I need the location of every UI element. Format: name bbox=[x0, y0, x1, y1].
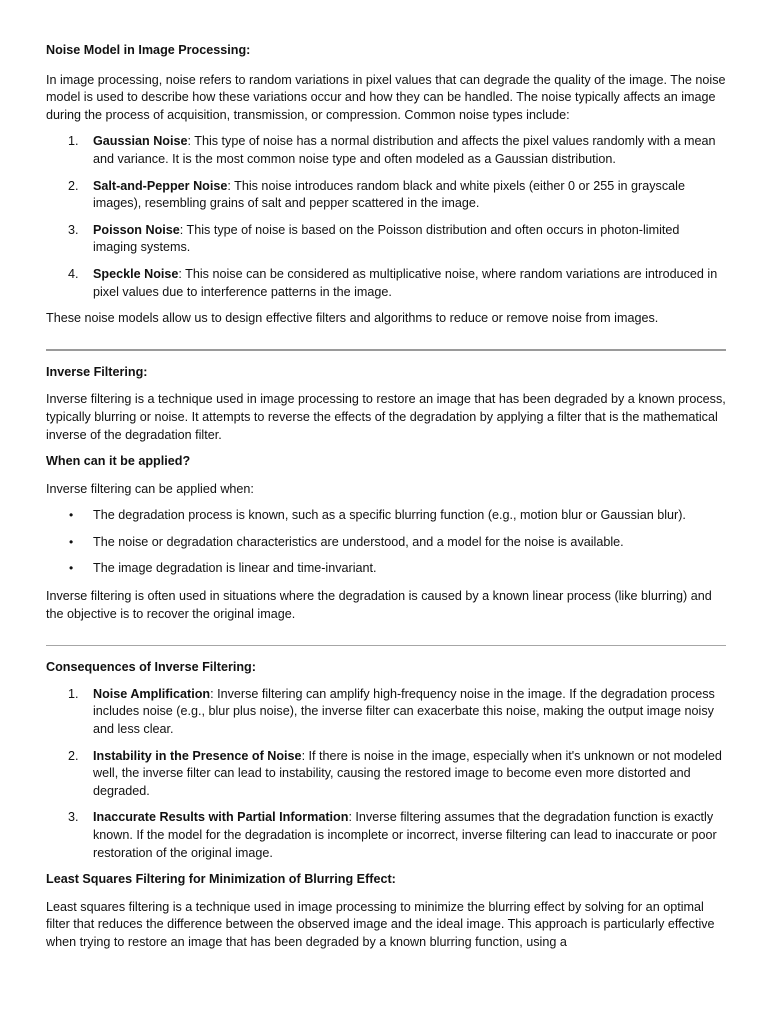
inverse-filtering-intro: Inverse filtering is a technique used in image processing to restore an image that has been degraded by a known process, typically blurring or noise. It attempts to reverse the effects of the degradation by applying a filter that is the mathematical inverse of the degradation filter. bbox=[46, 392, 726, 442]
consequences-section bbox=[46, 659, 726, 862]
list-item-text: : If there is noise in the image, especially when it's unknown or not modeled well, the inverse filter can lead to instability, causing the restored image to become even more distorted and degraded. bbox=[93, 748, 722, 798]
list-number: 2. bbox=[68, 748, 79, 763]
list-item-text: The noise or degradation characteristics are understood, and a model for the noise is available. bbox=[93, 534, 624, 549]
bullet-icon: • bbox=[69, 561, 74, 576]
list-item-term: Speckle Noise bbox=[93, 266, 179, 281]
noise-model-intro: In image processing, noise refers to random variations in pixel values that can degrade the quality of the image. The noise model is used to describe how these variations occur and how they can be handled. The noise typically affects an image during the process of acquisition, transmission, or compression. Common noise types include: bbox=[46, 72, 726, 122]
list-item bbox=[46, 266, 726, 301]
inverse-filtering-section bbox=[46, 364, 726, 624]
list-item bbox=[46, 534, 726, 552]
list-item-term: Instability in the Presence of Noise bbox=[93, 748, 302, 763]
list-item-text: The degradation process is known, such as a specific blurring function (e.g., motion blur or Gaussian blur). bbox=[93, 508, 686, 523]
list-item bbox=[46, 507, 726, 525]
least-squares-section bbox=[46, 871, 726, 951]
list-item bbox=[46, 686, 726, 739]
conditions-list bbox=[46, 507, 726, 578]
list-item bbox=[46, 133, 726, 168]
list-item-term: Inaccurate Results with Partial Information bbox=[93, 810, 349, 825]
list-item-text: : This noise introduces random black and white pixels (either 0 or 255 in grayscale images), resembling grains of salt and pepper scattered in the image. bbox=[93, 178, 685, 211]
list-item bbox=[46, 748, 726, 801]
consequences-list bbox=[46, 686, 726, 862]
list-number: 3. bbox=[68, 222, 79, 237]
list-number: 2. bbox=[68, 178, 79, 193]
section-divider bbox=[46, 349, 726, 351]
list-item-term: Noise Amplification bbox=[93, 686, 211, 701]
least-squares-heading: Least Squares Filtering for Minimization of Blurring Effect: bbox=[46, 872, 396, 887]
noise-model-outro: These noise models allow us to design effective filters and algorithms to reduce or remove noise from images. bbox=[46, 311, 659, 326]
noise-model-heading: Noise Model in Image Processing: bbox=[46, 43, 251, 57]
noise-types-list bbox=[46, 133, 726, 301]
list-item-text: : This type of noise has a normal distribution and affects the pixel values randomly with a mean and variance. It is the most common noise type and often modeled as a Gaussian distribution. bbox=[93, 134, 716, 166]
list-item bbox=[46, 178, 726, 213]
list-item-text: : Inverse filtering assumes that the degradation function is exactly known. If the model for the degradation is incomplete or incorrect, inverse filtering can lead to inaccurate or poor restoration of the original image. bbox=[93, 810, 717, 860]
list-number: 1. bbox=[68, 686, 79, 701]
least-squares-intro: Least squares filtering is a technique used in image processing to minimize the blurring effect by solving for an optimal filter that reduces the difference between the observed image and the ideal image. This approach is particularly effective when trying to restore an image that has been degraded by a known blurring function, using a bbox=[46, 899, 715, 949]
list-item-text: : Inverse filtering can amplify high-frequency noise in the image. If the degradation process includes noise (e.g., blur plus noise), the inverse filter can exacerbate this noise, making the output image noisy and less clear. bbox=[93, 686, 715, 737]
section-divider bbox=[46, 645, 726, 646]
bullet-icon: • bbox=[69, 534, 74, 549]
when-applied-intro: Inverse filtering can be applied when: bbox=[46, 481, 254, 496]
list-item-text: : This type of noise is based on the Poisson distribution and often occurs in photon-limited imaging systems. bbox=[93, 222, 680, 255]
inverse-filtering-heading: Inverse Filtering: bbox=[46, 364, 148, 379]
bullet-icon: • bbox=[69, 508, 74, 523]
list-item-term: Poisson Noise bbox=[93, 222, 180, 237]
list-item bbox=[46, 809, 726, 862]
list-number: 4. bbox=[68, 266, 79, 281]
list-number: 1. bbox=[68, 134, 79, 149]
list-item-text: : This noise can be considered as multiplicative noise, where random variations are introduced in pixel values due to interference patterns in the image. bbox=[93, 266, 718, 299]
list-item-term: Salt-and-Pepper Noise bbox=[93, 178, 228, 193]
list-item-term: Gaussian Noise bbox=[93, 134, 188, 149]
when-applied-heading: When can it be applied? bbox=[46, 454, 191, 469]
list-item bbox=[46, 222, 726, 257]
list-item bbox=[46, 560, 726, 578]
list-number: 3. bbox=[68, 810, 79, 825]
list-item-text: The image degradation is linear and time-invariant. bbox=[93, 561, 377, 576]
document-page bbox=[46, 42, 726, 952]
inverse-filtering-outro: Inverse filtering is often used in situations where the degradation is caused by a known linear process (like blurring) and the objective is to recover the original image. bbox=[46, 589, 712, 621]
noise-model-section bbox=[46, 42, 726, 328]
consequences-heading: Consequences of Inverse Filtering: bbox=[46, 660, 256, 675]
